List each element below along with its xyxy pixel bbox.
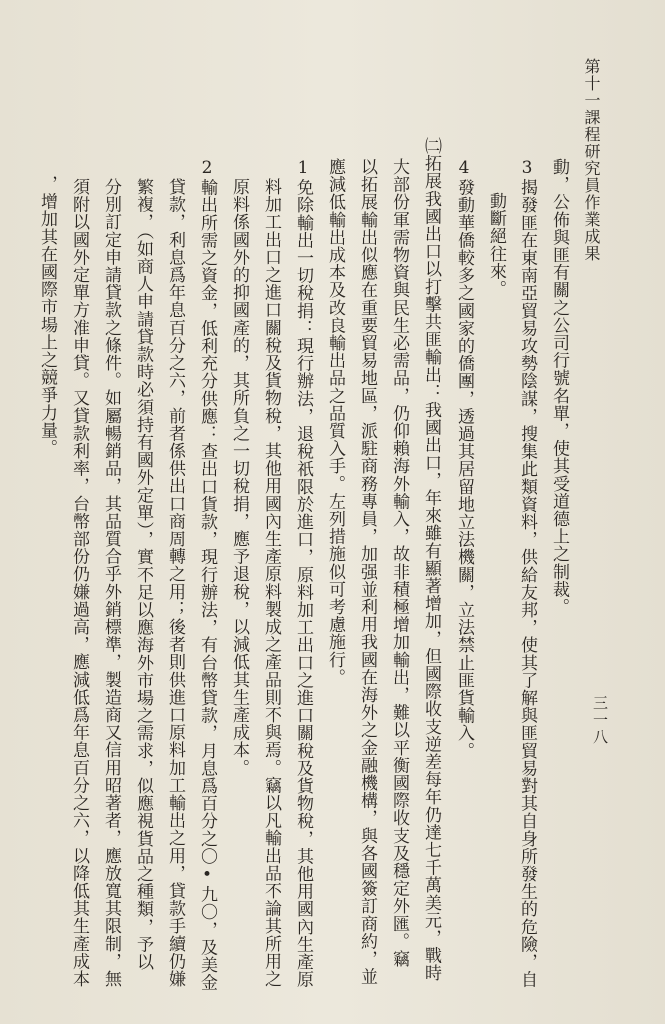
text-column: 動，公佈與匪有關之公司行號名單，使其受道德上之制裁。	[549, 158, 569, 616]
text-column: 原料係國外的抑國產的，其所負之一切稅捐，應予退稅，以減低其生產成本。	[229, 178, 249, 777]
text-column: 分別訂定申請貸款之條件。如屬暢銷品，其品質合乎外銷標準，製造商又信用昭著者，應放寬其限制，無	[101, 178, 121, 988]
text-column: 1免除輸出一切稅捐：現行辦法，退稅祇限於進口，原料加工出口之進口關稅及貨物稅，其他用國內生產原	[293, 158, 313, 989]
text-column: 料加工出口之進口關稅及貨物稅，其他用國內生產原料製成之產品則不與焉。竊以凡輸出品不論其所用之	[261, 178, 281, 988]
text-column: 3揭發匪在東南亞貿易攻勢陰謀，搜集此類資料，供給友邦，使其了解與匪貿易對其自身所發生的危險，自	[517, 158, 537, 989]
text-column: 2輸出所需之資金，低利充分供應：查出口貨款，現行辦法，有台幣貸款，月息爲百分之〇•九〇，及美金	[197, 158, 217, 992]
page-header-title: 第十一課程研究員作業成果	[582, 58, 601, 262]
text-column: 須附以國外定單方准申貸。又貸款利率，台幣部份仍嫌過高，應減低爲年息百分之六，以降低其生產成本	[69, 178, 89, 988]
page-number: 三一八	[591, 695, 609, 746]
text-column: 繁複，（如商人申請貸款時必須持有國外定單），實不足以應海外市場之需求，似應視貨品之種類，予以	[133, 178, 153, 971]
text-column: ㈡拓展我國出口以打擊共匪輸出：我國出口，年來雖有顯著增加，但國際收支逆差每年仍達七千萬美元，戰時	[421, 137, 441, 982]
text-column: 大部份軍需物資與民生必需品，仍仰賴海外輸入，故非積極增加輸出，難以平衡國際收支及穩定外匯。竊	[389, 158, 409, 968]
text-column: 貸款，利息爲年息百分之六，前者係供出口商周轉之用；後者則供進口原料加工輸出之用，貸款手續仍嫌	[165, 178, 185, 988]
text-column: 以拓展輸出似應在重要貿易地區，派駐商務專員，加强並利用我國在海外之金融機構，與各國簽訂商約，並	[357, 158, 377, 986]
text-column: 4發動華僑較多之國家的僑團，透過其居留地立法機關，立法禁止匪貨輸入。	[454, 158, 474, 760]
text-column: ，增加其在國際市場上之競爭力量。	[37, 175, 57, 457]
text-column: 應減低輸出成本及改良輸出品之品質入手。左列措施似可考慮施行。	[325, 158, 345, 686]
text-column: 動斷絕往來。	[486, 192, 506, 298]
